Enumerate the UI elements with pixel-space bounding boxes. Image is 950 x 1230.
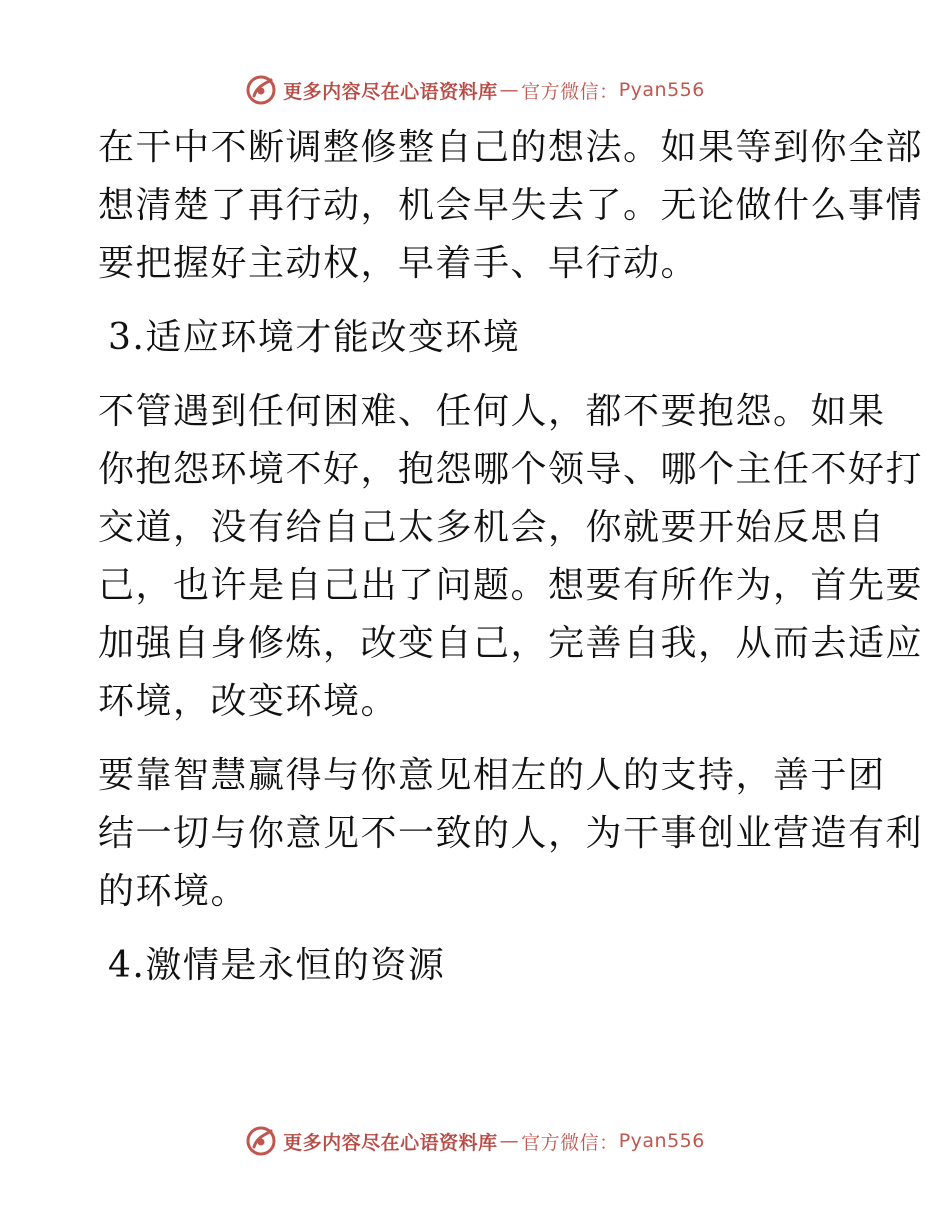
watermark-wechat-id: Pyan556	[618, 79, 705, 101]
section-heading: 3.适应环境才能改变环境	[108, 317, 521, 358]
text-line: 要把握好主动权，早着手、早行动。	[98, 243, 699, 284]
text-line: 的环境。	[98, 871, 249, 912]
text-line: 在干中不断调整修整自己的想法。如果等到你全部	[98, 127, 924, 168]
text-line: 己，也许是自己出了问题。想要有所作为，首先要	[98, 565, 924, 606]
text-line: 想清楚了再行动，机会早失去了。无论做什么事情	[98, 185, 924, 226]
watermark-separator: —	[499, 79, 520, 101]
text-line: 加强自身修炼，改变自己，完善自我，从而去适应	[98, 623, 924, 664]
watermark-brand: 更多内容尽在心语资料库	[283, 80, 498, 103]
header-watermark	[0, 70, 950, 110]
text-line: 你抱怨环境不好，抱怨哪个领导、哪个主任不好打	[98, 449, 924, 490]
text-line: 结一切与你意见不一致的人，为干事创业营造有利	[98, 813, 924, 854]
section-heading: 4.激情是永恒的资源	[108, 945, 446, 986]
footer-watermark	[0, 1121, 950, 1161]
watermark-label: 官方微信：	[521, 1131, 619, 1154]
brand-logo-icon	[245, 74, 277, 106]
watermark-brand: 更多内容尽在心语资料库	[283, 1131, 498, 1154]
brand-logo-icon	[245, 1125, 277, 1157]
text-line: 要靠智慧赢得与你意见相左的人的支持，善于团	[98, 755, 886, 796]
watermark-separator: —	[499, 1130, 520, 1152]
watermark-wechat-id: Pyan556	[618, 1130, 705, 1152]
text-line: 环境，改变环境。	[98, 681, 399, 722]
text-line: 不管遇到任何困难、任何人，都不要抱怨。如果	[98, 391, 886, 432]
watermark-label: 官方微信：	[521, 80, 619, 103]
text-line: 交道，没有给自己太多机会，你就要开始反思自	[98, 507, 886, 548]
